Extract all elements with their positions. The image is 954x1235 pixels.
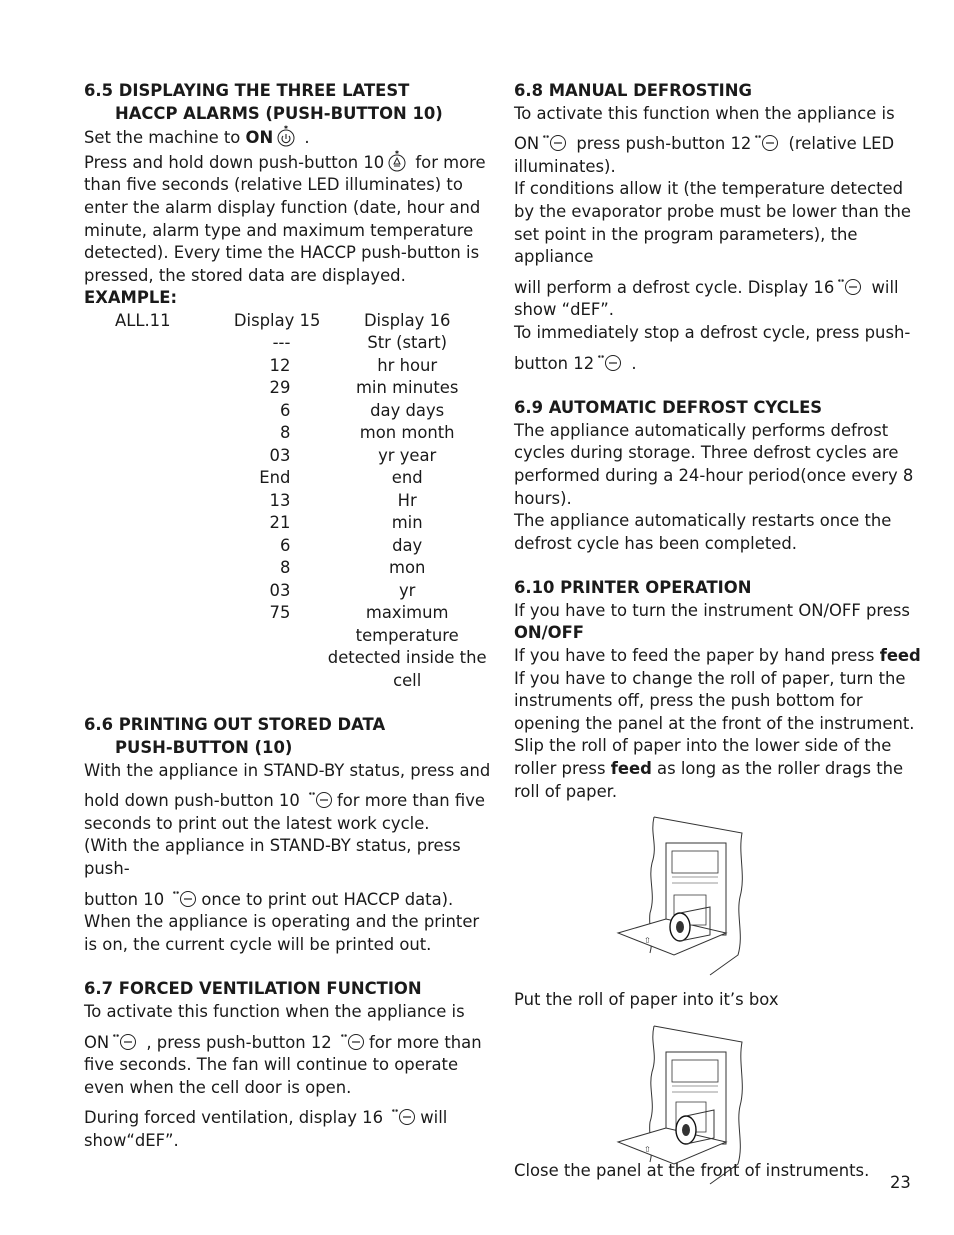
right-column bbox=[514, 80, 924, 1186]
table-row bbox=[115, 422, 494, 445]
s67-line1: To activate this function when the appliance is bbox=[84, 1001, 465, 1021]
s610-line3: If you have to change the roll of paper, turn the instruments off, press the push bottom for opening the panel at the front of the instrument. bbox=[514, 668, 915, 733]
haccp-button-icon bbox=[387, 150, 407, 172]
table-cell: hr hour bbox=[377, 355, 438, 375]
caption-roll: Put the roll of paper into it’s box bbox=[514, 990, 779, 1010]
minus-button-icon bbox=[340, 1032, 366, 1052]
table-cell: 29 bbox=[269, 378, 291, 398]
s610-line2: If you have to feed the paper by hand press feed bbox=[514, 646, 921, 666]
svg-text:✱✱: ✱✱ bbox=[340, 1032, 348, 1038]
section-6-6-title-cont: PUSH-BUTTON (10) bbox=[115, 738, 293, 758]
minus-button-icon bbox=[308, 790, 334, 810]
table-cell: End bbox=[259, 468, 291, 488]
table-row bbox=[115, 355, 494, 378]
table-cell: maximum temperature detected inside the cell bbox=[327, 603, 487, 690]
table-row bbox=[115, 377, 494, 400]
table-cell: min bbox=[391, 513, 423, 533]
table-row bbox=[115, 332, 494, 355]
caption-close: Close the panel at the front of instruments. bbox=[514, 1161, 870, 1180]
section-6-8-title: 6.8 MANUAL DEFROSTING bbox=[514, 81, 752, 100]
example-label: EXAMPLE: bbox=[84, 288, 178, 308]
svg-text:✱✱: ✱✱ bbox=[172, 889, 180, 895]
table-cell: 8 bbox=[279, 423, 291, 443]
table-row bbox=[115, 535, 494, 558]
table-row bbox=[115, 512, 494, 535]
minus-button-icon bbox=[597, 353, 623, 373]
s66-line2: hold down push-button 10 ✱✱ for more than five seconds to print out the latest work cycle. bbox=[84, 791, 485, 833]
table-header-row bbox=[115, 310, 494, 333]
s67-line3: During forced ventilation, display 16 ✱✱ will show“dEF”. bbox=[84, 1108, 448, 1150]
s67-line2: ON ✱✱ , press push-button 12 ✱✱ for more than five seconds. The fan will continue to operate even when the cell door is open. bbox=[84, 1032, 482, 1097]
table-cell: day days bbox=[370, 400, 445, 420]
svg-text:⇧: ⇧ bbox=[644, 936, 651, 946]
table-header-cell: Display 15 bbox=[233, 310, 321, 330]
svg-text:✱: ✱ bbox=[395, 149, 400, 156]
table-cell: 8 bbox=[279, 558, 291, 578]
table-cell: mon month bbox=[359, 423, 455, 443]
table-header-cell: Display 16 bbox=[363, 310, 451, 330]
table-cell: Str (start) bbox=[367, 333, 448, 353]
s68-line6: button 12 ✱✱ . bbox=[514, 353, 637, 373]
svg-text:✱✱: ✱✱ bbox=[542, 134, 550, 140]
table-cell: --- bbox=[272, 333, 291, 353]
table-row bbox=[115, 602, 494, 692]
table-row bbox=[115, 445, 494, 468]
table-cell: end bbox=[391, 468, 423, 488]
s69-body2: The appliance automatically restarts once the defrost cycle has been completed. bbox=[514, 511, 892, 553]
example-table bbox=[115, 310, 494, 693]
section-6-5-title: 6.5 DISPLAYING THE THREE LATEST bbox=[84, 81, 410, 100]
s610-line1: If you have to turn the instrument ON/OFF press bbox=[514, 600, 910, 620]
s610-line4: Slip the roll of paper into the lower side of the roller press feed as long as the roller drags the roll of paper. bbox=[514, 736, 904, 801]
table-cell: 03 bbox=[269, 580, 291, 600]
table-header-cell: ALL.11 bbox=[115, 310, 171, 330]
minus-button-icon bbox=[837, 277, 863, 297]
minus-button-icon bbox=[391, 1107, 417, 1127]
s610-onoff: ON/OFF bbox=[514, 623, 584, 643]
table-cell: yr bbox=[398, 580, 416, 600]
page-number: 23 bbox=[890, 1173, 911, 1192]
section-6-9-title: 6.9 AUTOMATIC DEFROST CYCLES bbox=[514, 398, 823, 418]
table-row bbox=[115, 490, 494, 513]
power-button-icon bbox=[276, 125, 296, 147]
table-cell: min minutes bbox=[355, 378, 459, 398]
s65-body: than five seconds (relative LED illuminates) to enter the alarm display function (date, hour and minute, alarm type and maximum temperature detected). Every time the HACCP push-button is pressed, the stored data are displayed. bbox=[84, 175, 481, 285]
table-row bbox=[115, 467, 494, 490]
minus-button-icon bbox=[172, 889, 198, 909]
table-row bbox=[115, 557, 494, 580]
svg-text:✱✱: ✱✱ bbox=[837, 277, 845, 283]
s66-line3: (With the appliance in STAND-BY status, press push- bbox=[84, 836, 461, 878]
table-cell: 6 bbox=[279, 400, 291, 420]
svg-text:⇧: ⇧ bbox=[644, 1144, 651, 1154]
s68-line4: will perform a defrost cycle. Display 16 ✱✱ will show “dEF”. bbox=[514, 277, 899, 320]
s66-line1: With the appliance in STAND-BY status, press and bbox=[84, 760, 491, 780]
table-cell: 03 bbox=[269, 445, 291, 465]
s68-line2: ON ✱✱ press push-button 12 ✱✱ (relative LED illuminates). bbox=[514, 134, 895, 176]
table-cell: mon bbox=[388, 558, 426, 578]
s68-line1: To activate this function when the appliance is bbox=[514, 103, 895, 123]
table-cell: yr year bbox=[378, 445, 437, 465]
section-6-6-title: 6.6 PRINTING OUT STORED DATA bbox=[84, 715, 386, 735]
table-row bbox=[115, 400, 494, 423]
table-row bbox=[115, 580, 494, 603]
svg-text:✱✱: ✱✱ bbox=[597, 353, 605, 359]
svg-text:✱: ✱ bbox=[284, 125, 289, 132]
svg-text:✱✱: ✱✱ bbox=[308, 791, 316, 797]
table-cell: day bbox=[392, 535, 423, 555]
table-cell: 21 bbox=[269, 513, 291, 533]
svg-text:✱✱: ✱✱ bbox=[391, 1108, 399, 1114]
table-cell: 12 bbox=[269, 355, 291, 375]
s68-line5: To immediately stop a defrost cycle, press push- bbox=[514, 322, 911, 342]
table-cell: 6 bbox=[279, 535, 291, 555]
printer-open-illustration bbox=[614, 815, 754, 977]
s69-body1: The appliance automatically performs defrost cycles during storage. Three defrost cycles are performed during a 24-hour period(once every 8 hours). bbox=[514, 420, 914, 508]
section-6-10-title: 6.10 PRINTER OPERATION bbox=[514, 578, 752, 598]
section-6-7-title: 6.7 FORCED VENTILATION FUNCTION bbox=[84, 979, 422, 999]
table-cell: 75 bbox=[269, 603, 291, 623]
svg-text:✱✱: ✱✱ bbox=[754, 134, 762, 140]
s65-line1: Set the machine to ON ✱ . bbox=[84, 125, 310, 148]
table-cell: Hr bbox=[397, 490, 417, 510]
left-column bbox=[84, 80, 494, 1153]
s68-line3: If conditions allow it (the temperature detected by the evaporator probe must be lower than the set point in the program parameters), the appliance bbox=[514, 179, 911, 267]
section-6-5-title-cont: HACCP ALARMS (PUSH-BUTTON 10) bbox=[115, 103, 443, 123]
minus-button-icon bbox=[112, 1032, 138, 1052]
minus-button-icon bbox=[542, 133, 568, 153]
s66-line4: button 10 ✱✱ once to print out HACCP data). When the appliance is operating and the printer is on, the current cycle will be printed out. bbox=[84, 889, 480, 954]
svg-text:✱✱: ✱✱ bbox=[112, 1032, 120, 1038]
table-cell: 13 bbox=[269, 490, 291, 510]
s65-line2: Press and hold down push-button 10 ✱ for more bbox=[84, 149, 486, 172]
minus-button-icon bbox=[754, 133, 780, 153]
